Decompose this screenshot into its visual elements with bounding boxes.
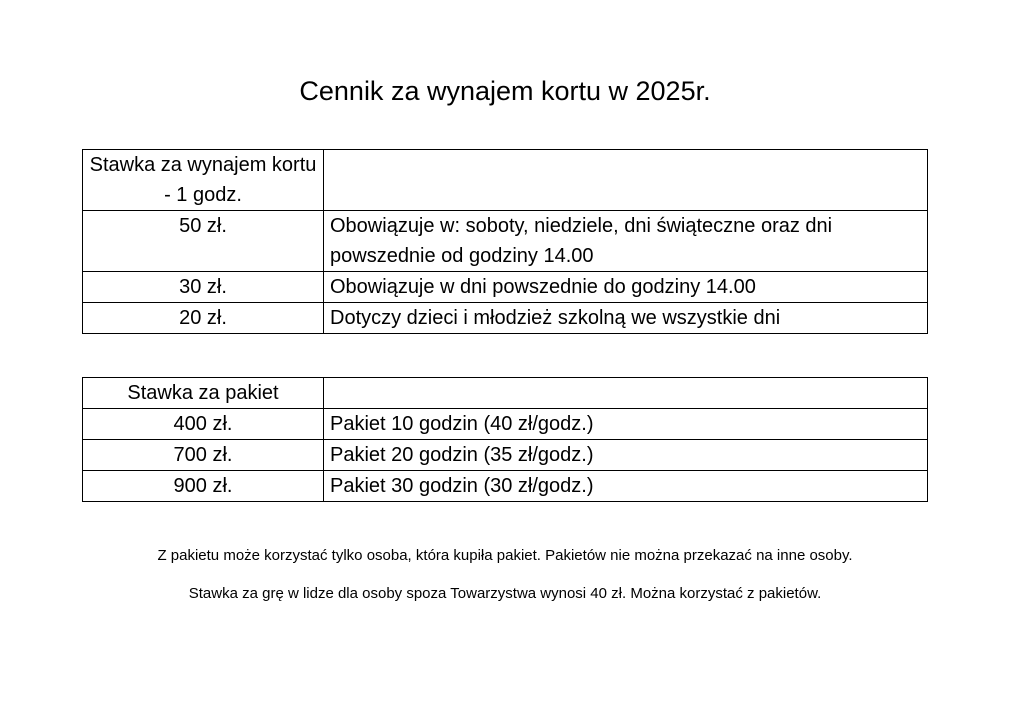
table-row (83, 440, 928, 471)
table-row (83, 211, 928, 272)
price-cell: 50 zł. (83, 211, 324, 272)
header-description-cell (324, 378, 928, 409)
price-cell: 30 zł. (83, 272, 324, 303)
table-row (83, 272, 928, 303)
description-cell: Pakiet 20 godzin (35 zł/godz.) (324, 440, 928, 471)
price-cell: 900 zł. (83, 471, 324, 502)
page-title: Cennik za wynajem kortu w 2025r. (299, 76, 711, 106)
description-cell: Pakiet 10 godzin (40 zł/godz.) (324, 409, 928, 440)
header-rate-cell: Stawka za pakiet (83, 378, 324, 409)
table-row (83, 409, 928, 440)
package-usage-note: Z pakietu może korzystać tylko osoba, która kupiła pakiet. Pakietów nie można przekazać na inne osoby. (157, 547, 853, 564)
league-rate-note: Stawka za grę w lidze dla osoby spoza Towarzystwa wynosi 40 zł. Można korzystać z pakietów. (188, 585, 822, 602)
description-cell: Obowiązuje w dni powszednie do godziny 14.00 (324, 272, 928, 303)
hourly-rate-table (82, 149, 928, 334)
description-cell: Pakiet 30 godzin (30 zł/godz.) (324, 471, 928, 502)
table-header-row (83, 378, 928, 409)
header-rate-cell: Stawka za wynajem kortu - 1 godz. (83, 150, 324, 211)
price-cell: 400 zł. (83, 409, 324, 440)
package-rate-table (82, 377, 928, 502)
price-cell: 20 zł. (83, 303, 324, 334)
table-row (83, 303, 928, 334)
header-description-cell (324, 150, 928, 211)
table-row (83, 471, 928, 502)
table-header-row (83, 150, 928, 211)
price-cell: 700 zł. (83, 440, 324, 471)
description-cell: Obowiązuje w: soboty, niedziele, dni świąteczne oraz dni powszednie od godziny 14.00 (324, 211, 928, 272)
description-cell: Dotyczy dzieci i młodzież szkolną we wszystkie dni (324, 303, 928, 334)
